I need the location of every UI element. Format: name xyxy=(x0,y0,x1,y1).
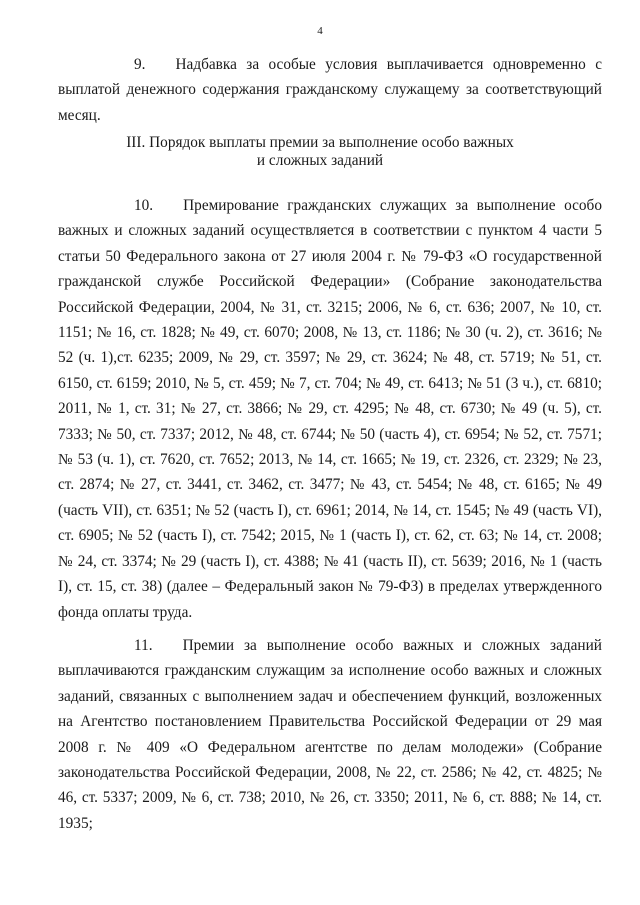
paragraph-10-body xyxy=(58,193,602,625)
paragraph-10-text: Премирование гражданских служащих за выполнение особо важных и сложных заданий осуществляется в соответствии с пунктом 4 части 5 статьи 50 Федерального закона от 27 июля 2004 г. № 79-ФЗ «О государственной гражданской службе Российской Федерации» (Собрание законодательства Российской Федерации, 2004, № 31, ст. 3215; 2006, № 6, ст. 636; 2007, № 10, ст. 1151; № 16, ст. 1828; № 49, ст. 6070; 2008, № 13, ст. 1186; № 30 (ч. 2), ст. 3616; № 52 (ч. 1),ст. 6235; 2009, № 29, ст. 3597; № 29, ст. 3624; № 48, ст. 5719; № 51, ст. 6150, ст. 6159; 2010, № 5, ст. 459; № 7, ст. 704; № 49, ст. 6413; № 51 (3 ч.), ст. 6810; 2011, № 1, ст. 31; № 27, ст. 3866; № 29, ст. 4295; № 48, ст. 6730; № 49 (ч. 5), ст. 7333; № 50, ст. 7337; 2012, № 48, ст. 6744; № 50 (часть 4), ст. 6954; № 52, ст. 7571; № 53 (ч. 1), ст. 7620, ст. 7652; 2013, № 14, ст. 1665; № 19, ст. 2326, ст. 2329; № 23, ст. 2874; № 27, ст. 3441, ст. 3462, ст. 3477; № 43, ст. 5454; № 48, ст. 6165; № 49 (часть VII), ст. 6351; № 52 (часть I), ст. 6961; 2014, № 14, ст. 1545; № 49 (часть VI), ст. 6905; № 52 (часть I), ст. 7542; 2015, № 1 (часть I), ст. 62, ст. 63; № 14, ст. 2008; № 24, ст. 3374; № 29 (часть I), ст. 4388; № 41 (часть II), ст. 5639; 2016, № 1 (часть I), ст. 15, ст. 38) (далее – Федеральный закон № 79-ФЗ) в пределах утвержденного фонда оплаты труда. xyxy=(58,197,602,621)
section-heading-line-1: III. Порядок выплаты премии за выполнение особо важных xyxy=(126,134,514,151)
paragraph-11-body xyxy=(58,633,602,836)
paragraph-10 xyxy=(58,193,602,625)
paragraph-9-text: Надбавка за особые условия выплачивается одновременно с выплатой денежного содержания гражданскому служащему за соответствующий месяц. xyxy=(58,56,602,124)
paragraph-9 xyxy=(58,52,602,128)
paragraph-9-body xyxy=(58,52,602,128)
paragraph-9-number: 9. xyxy=(134,56,146,73)
section-heading-line-2: и сложных заданий xyxy=(256,152,384,169)
page-number: 4 xyxy=(317,25,323,37)
paragraph-10-number: 10. xyxy=(134,197,154,214)
section-heading xyxy=(0,134,640,170)
paragraph-11 xyxy=(58,633,602,836)
paragraph-11-number: 11. xyxy=(134,637,153,654)
paragraph-11-text: Премии за выполнение особо важных и сложных заданий выплачиваются гражданским служащим за исполнение особо важных и сложных заданий, связанных с выполнением задач и обеспечением функций, возложенных на Агентство постановлением Правительства Российской Федерации от 29 мая 2008 г. № 409 «О Федеральном агентстве по делам молодежи» (Собрание законодательства Российской Федерации, 2008, № 22, ст. 2586; № 42, ст. 4825; № 46, ст. 5337; 2009, № 6, ст. 738; 2010, № 26, ст. 3350; 2011, № 6, ст. 888; № 14, ст. 1935; xyxy=(58,637,602,832)
